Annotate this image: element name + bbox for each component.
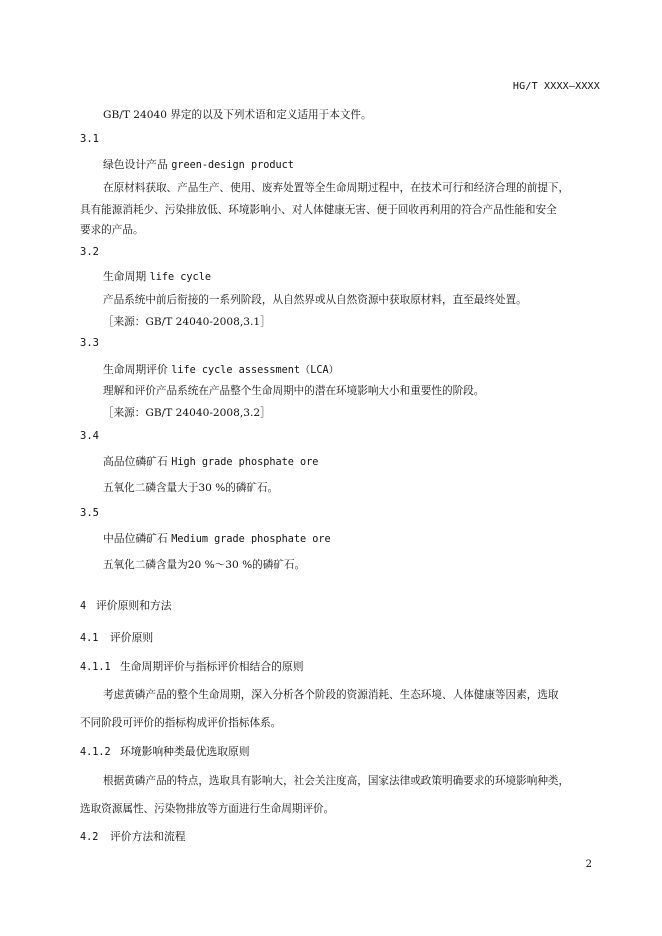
paragraph-line: 考虑黄磷产品的整个生命周期，深入分析各个阶段的资源消耗、生态环境、人体健康等因素，选取 xyxy=(103,689,559,701)
section-number: 4.1 xyxy=(80,633,99,644)
term-definition-line: 要求的产品。 xyxy=(80,224,144,236)
term-number: 3.3 xyxy=(80,337,99,349)
term-title-zh: 生命周期 xyxy=(103,270,147,283)
section-number: 4.1.2 xyxy=(80,747,111,758)
section-heading-4 xyxy=(80,598,172,613)
term-definition: 理解和评价产品系统在产品整个生命周期中的潜在环境影响大小和重要性的阶段。 xyxy=(103,385,485,397)
intro-text: GB/T 24040 界定的以及下列术语和定义适用于本文件。 xyxy=(103,109,372,121)
term-number: 3.5 xyxy=(80,507,99,519)
section-title: 评价方法和流程 xyxy=(110,830,186,843)
term-title-zh: 生命周期评价 xyxy=(103,363,168,376)
term-definition-line: 在原材料获取、产品生产、使用、废弃处置等全生命周期过程中，在技术可行和经济合理的前提下， xyxy=(103,182,570,194)
term-definition: 五氧化二磷含量为20 %～30 %的磷矿石。 xyxy=(103,559,306,571)
term-title-zh: 高品位磷矿石 xyxy=(103,455,168,468)
section-heading-4-2 xyxy=(80,829,186,844)
section-number: 4.2 xyxy=(80,832,99,843)
term-title-en: High grade phosphate ore xyxy=(171,457,319,468)
paragraph-line: 选取资源属性、污染物排放等方面进行生命周期评价。 xyxy=(80,803,335,815)
term-number: 3.4 xyxy=(80,430,99,442)
term-number: 3.1 xyxy=(80,133,99,145)
section-number: 4.1.1 xyxy=(80,662,111,673)
term-title-en: life cycle assessment（LCA） xyxy=(171,365,339,376)
term-source: ［来源：GB/T 24040-2008,3.1］ xyxy=(103,316,271,328)
section-heading-4-1 xyxy=(80,630,153,645)
term-title-en: life cycle xyxy=(149,272,211,283)
section-heading-4-1-2 xyxy=(80,744,250,759)
term-title-zh: 中品位磷矿石 xyxy=(103,532,168,545)
paragraph-line: 不同阶段可评价的指标构成评价指标体系。 xyxy=(80,717,282,729)
term-title-en: green-design product xyxy=(171,160,294,171)
section-title: 生命周期评价与指标评价相结合的原则 xyxy=(120,660,304,673)
term-title xyxy=(103,531,331,546)
section-heading-4-1-1 xyxy=(80,659,304,674)
term-title xyxy=(103,454,318,469)
term-title-en: Medium grade phosphate ore xyxy=(171,534,331,545)
page-number: 2 xyxy=(585,859,592,870)
term-definition: 产品系统中前后衔接的一系列阶段，从自然界或从自然资源中获取原材料，直至最终处置。 xyxy=(103,294,527,306)
term-title-zh: 绿色设计产品 xyxy=(103,158,168,171)
term-title xyxy=(103,361,339,377)
section-title: 评价原则 xyxy=(110,631,154,644)
section-title: 环境影响种类最优选取原则 xyxy=(120,745,250,758)
term-definition-line: 具有能源消耗少、污染排放低、环境影响小、对人体健康无害、便于回收再利用的符合产品性能和安全 xyxy=(80,204,557,216)
term-title xyxy=(103,269,211,284)
term-definition: 五氧化二磷含量大于30 %的磷矿石。 xyxy=(103,482,279,494)
section-title: 评价原则和方法 xyxy=(96,599,172,612)
paragraph-line: 根据黄磷产品的特点，选取具有影响大，社会关注度高，国家法律或政策明确要求的环境影响种类， xyxy=(103,775,570,787)
section-number: 4 xyxy=(80,601,87,612)
term-source: ［来源：GB/T 24040-2008,3.2］ xyxy=(103,407,271,419)
document-code: HG/T XXXX—XXXX xyxy=(512,81,600,92)
term-number: 3.2 xyxy=(80,246,99,258)
term-title xyxy=(103,157,294,172)
